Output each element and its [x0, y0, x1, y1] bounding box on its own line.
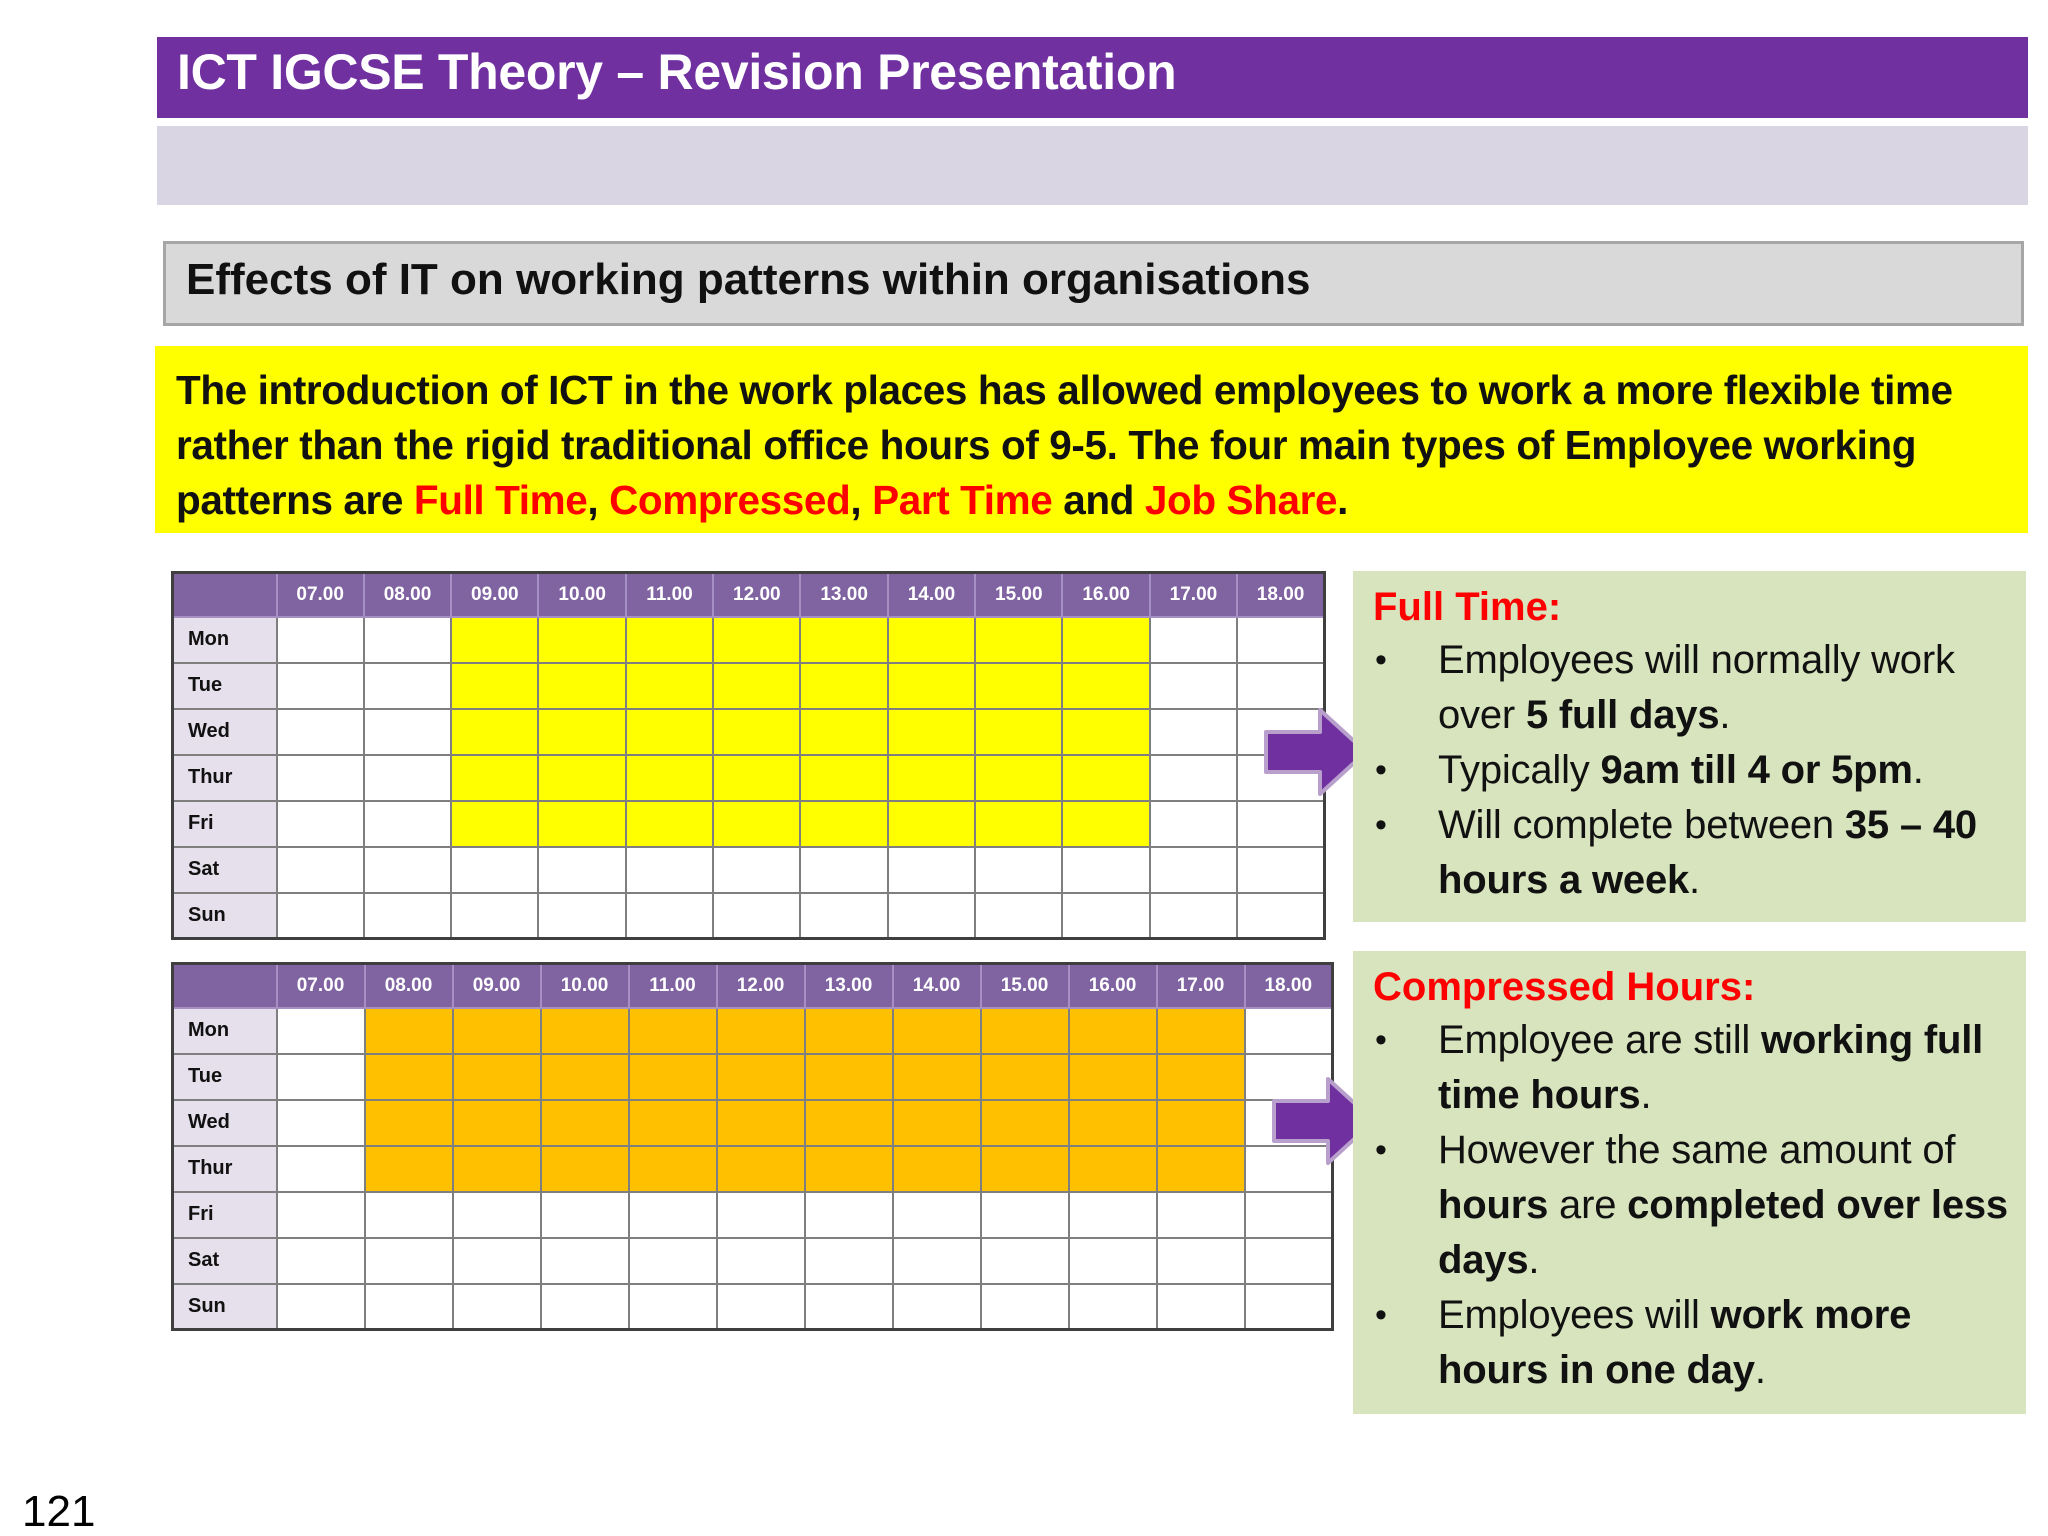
subtitle-band [157, 126, 2028, 205]
timetable-cell [805, 1284, 893, 1330]
timetable-row [173, 663, 1325, 709]
hour-column-header: 08.00 [364, 573, 451, 617]
timetable-cell [888, 893, 975, 939]
worked-hour-cell [451, 617, 538, 663]
compressed-hours-heading: Compressed Hours: [1373, 965, 1756, 1009]
timetable-cell [893, 1284, 981, 1330]
hour-column-header: 11.00 [629, 964, 717, 1008]
timetable-cell [277, 663, 364, 709]
timetable-cell [981, 1284, 1069, 1330]
page-number: 121 [22, 1487, 96, 1536]
day-row-label: Sun [173, 893, 277, 939]
worked-hour-cell [981, 1100, 1069, 1146]
worked-hour-cell [1062, 617, 1149, 663]
worked-hour-cell [888, 755, 975, 801]
worked-hour-cell [365, 1146, 453, 1192]
timetable-cell [975, 893, 1062, 939]
worked-hour-cell [1062, 755, 1149, 801]
hour-column-header: 08.00 [365, 964, 453, 1008]
day-row-label: Mon [173, 617, 277, 663]
hour-column-header: 17.00 [1157, 964, 1245, 1008]
day-row-label: Fri [173, 1192, 277, 1238]
bullet-icon: • [1375, 1021, 1387, 1059]
timetable-cell [629, 1284, 717, 1330]
bullet-emphasis: 35 – 40 hours a week [1438, 803, 1977, 902]
worked-hour-cell [975, 617, 1062, 663]
worked-hour-cell [453, 1100, 541, 1146]
pattern-job-share: Job Share [1144, 477, 1338, 523]
hour-column-header: 10.00 [541, 964, 629, 1008]
list-item [1373, 1288, 2026, 1398]
timetable-cell [626, 893, 713, 939]
timetable-cell [451, 893, 538, 939]
hour-column-header: 10.00 [538, 573, 625, 617]
bullet-emphasis: working full time hours [1438, 1018, 1984, 1117]
worked-hour-cell [365, 1054, 453, 1100]
bullet-emphasis: 9am till 4 or 5pm [1600, 748, 1913, 792]
intro-separator: , [850, 477, 873, 523]
day-row-label: Sat [173, 1238, 277, 1284]
timetable-cell [717, 1284, 805, 1330]
bullet-text: Employees will normally work over [1438, 638, 1955, 737]
worked-hour-cell [538, 617, 625, 663]
worked-hour-cell [451, 663, 538, 709]
timetable-cell [800, 847, 887, 893]
worked-hour-cell [1069, 1146, 1157, 1192]
timetable-cell [277, 755, 364, 801]
worked-hour-cell [893, 1100, 981, 1146]
timetable-cell [888, 847, 975, 893]
timetable-cell [1069, 1238, 1157, 1284]
full-time-timetable [171, 571, 1326, 940]
hour-column-header: 12.00 [717, 964, 805, 1008]
full-time-info-box [1353, 571, 2026, 922]
day-row-label: Sun [173, 1284, 277, 1330]
hour-column-header: 09.00 [453, 964, 541, 1008]
worked-hour-cell [975, 663, 1062, 709]
worked-hour-cell [888, 709, 975, 755]
bullet-text: . [1754, 1348, 1766, 1392]
timetable-cell [277, 617, 364, 663]
bullet-emphasis: 5 full days [1525, 693, 1720, 737]
list-item [1373, 798, 2026, 908]
worked-hour-cell [975, 801, 1062, 847]
worked-hour-cell [629, 1146, 717, 1192]
pattern-compressed: Compressed [609, 477, 851, 523]
worked-hour-cell [888, 617, 975, 663]
timetable-cell [1062, 893, 1149, 939]
timetable-row [173, 709, 1325, 755]
timetable-cell [1237, 663, 1324, 709]
worked-hour-cell [629, 1100, 717, 1146]
timetable-cell [975, 847, 1062, 893]
worked-hour-cell [888, 663, 975, 709]
timetable-cell [277, 1284, 365, 1330]
worked-hour-cell [1157, 1100, 1245, 1146]
timetable-row [173, 847, 1325, 893]
hour-column-header: 13.00 [805, 964, 893, 1008]
timetable-cell [713, 893, 800, 939]
worked-hour-cell [626, 617, 713, 663]
timetable-cell [451, 847, 538, 893]
hour-column-header: 07.00 [277, 573, 364, 617]
timetable-row [173, 617, 1325, 663]
compressed-hours-info-box [1353, 951, 2026, 1414]
timetable-cell [1150, 755, 1237, 801]
hour-column-header: 14.00 [893, 964, 981, 1008]
worked-hour-cell [451, 755, 538, 801]
worked-hour-cell [893, 1008, 981, 1054]
timetable-cell [364, 755, 451, 801]
intro-separator: and [1052, 477, 1145, 523]
worked-hour-cell [713, 801, 800, 847]
worked-hour-cell [800, 801, 887, 847]
bullet-icon: • [1375, 641, 1387, 679]
worked-hour-cell [629, 1008, 717, 1054]
list-item [1373, 1013, 2026, 1123]
worked-hour-cell [717, 1054, 805, 1100]
bullet-text: are [1548, 1183, 1628, 1227]
worked-hour-cell [981, 1146, 1069, 1192]
worked-hour-cell [629, 1054, 717, 1100]
timetable-cell [629, 1192, 717, 1238]
timetable-cell [800, 893, 887, 939]
full-time-bullets [1373, 633, 2026, 908]
worked-hour-cell [800, 663, 887, 709]
timetable-row [173, 755, 1325, 801]
timetable-cell [365, 1238, 453, 1284]
timetable-cell [1157, 1238, 1245, 1284]
timetable-row [173, 1284, 1333, 1330]
timetable-row [173, 893, 1325, 939]
timetable-row [173, 1008, 1333, 1054]
section-title: Effects of IT on working patterns within organisations [163, 241, 2024, 326]
worked-hour-cell [1069, 1100, 1157, 1146]
bullet-icon: • [1375, 1296, 1387, 1334]
worked-hour-cell [800, 755, 887, 801]
timetable-cell [365, 1192, 453, 1238]
worked-hour-cell [1069, 1008, 1157, 1054]
worked-hour-cell [453, 1146, 541, 1192]
day-row-label: Thur [173, 755, 277, 801]
timetable-cell [1157, 1192, 1245, 1238]
intro-text: The introduction of ICT in the work places has allowed employees to work a more flexible time rather than the rigid traditional office hours of 9-5. The four main types of Employee working patterns are [176, 367, 1953, 523]
timetable-cell [1245, 1192, 1333, 1238]
hour-column-header: 15.00 [981, 964, 1069, 1008]
timetable-cell [541, 1284, 629, 1330]
worked-hour-cell [975, 755, 1062, 801]
timetable-cell [538, 847, 625, 893]
worked-hour-cell [538, 755, 625, 801]
worked-hour-cell [717, 1146, 805, 1192]
timetable-cell [277, 709, 364, 755]
timetable-cell [538, 893, 625, 939]
timetable-cell [1150, 709, 1237, 755]
bullet-text: . [1719, 693, 1731, 737]
worked-hour-cell [1157, 1008, 1245, 1054]
timetable-cell [1237, 847, 1324, 893]
day-row-label: Thur [173, 1146, 277, 1192]
timetable-cell [626, 847, 713, 893]
timetable-cell [1245, 1238, 1333, 1284]
worked-hour-cell [1069, 1054, 1157, 1100]
day-row-label: Tue [173, 1054, 277, 1100]
intro-separator: , [587, 477, 610, 523]
hour-column-header: 12.00 [713, 573, 800, 617]
timetable-row [173, 1054, 1333, 1100]
bullet-text: . [1912, 748, 1924, 792]
timetable-cell [1150, 801, 1237, 847]
day-row-label: Mon [173, 1008, 277, 1054]
bullet-text: . [1528, 1238, 1540, 1282]
worked-hour-cell [453, 1008, 541, 1054]
bullet-icon: • [1375, 751, 1387, 789]
bullet-text: Employee are still [1438, 1018, 1761, 1062]
timetable-cell [277, 893, 364, 939]
hour-column-header: 11.00 [626, 573, 713, 617]
worked-hour-cell [713, 755, 800, 801]
bullet-text: Employees will [1438, 1293, 1711, 1337]
timetable-cell [1069, 1284, 1157, 1330]
bullet-text: . [1640, 1073, 1652, 1117]
timetable-cell [893, 1192, 981, 1238]
bullet-icon: • [1375, 806, 1387, 844]
hour-column-header: 07.00 [277, 964, 365, 1008]
intro-end: . [1337, 477, 1348, 523]
worked-hour-cell [713, 617, 800, 663]
timetable-row [173, 801, 1325, 847]
timetable-cell [805, 1192, 893, 1238]
timetable-cell [277, 1100, 365, 1146]
worked-hour-cell [626, 755, 713, 801]
worked-hour-cell [541, 1008, 629, 1054]
timetable-row [173, 1238, 1333, 1284]
worked-hour-cell [888, 801, 975, 847]
hour-column-header: 15.00 [975, 573, 1062, 617]
timetable-cell [805, 1238, 893, 1284]
timetable-cell [453, 1284, 541, 1330]
timetable-cell [1150, 893, 1237, 939]
worked-hour-cell [800, 617, 887, 663]
timetable-row [173, 1192, 1333, 1238]
bullet-text: Will complete between [1438, 803, 1845, 847]
hour-column-header: 16.00 [1069, 964, 1157, 1008]
hour-column-header: 09.00 [451, 573, 538, 617]
worked-hour-cell [1157, 1146, 1245, 1192]
hour-column-header: 18.00 [1237, 573, 1324, 617]
timetable-header-row [173, 964, 1333, 1008]
timetable-cell [981, 1238, 1069, 1284]
day-row-label: Sat [173, 847, 277, 893]
worked-hour-cell [365, 1100, 453, 1146]
worked-hour-cell [538, 663, 625, 709]
list-item [1373, 743, 2026, 798]
timetable-corner [173, 964, 277, 1008]
worked-hour-cell [975, 709, 1062, 755]
compressed-hours-bullets [1373, 1013, 2026, 1398]
timetable-cell [541, 1238, 629, 1284]
timetable-cell [713, 847, 800, 893]
timetable-cell [1150, 847, 1237, 893]
worked-hour-cell [538, 709, 625, 755]
worked-hour-cell [1062, 663, 1149, 709]
timetable-header-row [173, 573, 1325, 617]
worked-hour-cell [451, 709, 538, 755]
timetable-cell [893, 1238, 981, 1284]
presentation-title: ICT IGCSE Theory – Revision Presentation [157, 37, 2028, 118]
timetable-cell [1150, 617, 1237, 663]
worked-hour-cell [541, 1100, 629, 1146]
bullet-text: Typically [1438, 748, 1601, 792]
pattern-part-time: Part Time [872, 477, 1053, 523]
worked-hour-cell [981, 1054, 1069, 1100]
worked-hour-cell [1062, 709, 1149, 755]
timetable-cell [277, 801, 364, 847]
timetable-cell [364, 893, 451, 939]
day-row-label: Fri [173, 801, 277, 847]
worked-hour-cell [981, 1008, 1069, 1054]
worked-hour-cell [365, 1008, 453, 1054]
compressed-hours-timetable [171, 962, 1334, 1331]
timetable-cell [364, 709, 451, 755]
worked-hour-cell [626, 663, 713, 709]
timetable-corner [173, 573, 277, 617]
timetable-cell [1237, 801, 1324, 847]
timetable-cell [1150, 663, 1237, 709]
list-item [1373, 1123, 2026, 1288]
timetable-cell [365, 1284, 453, 1330]
worked-hour-cell [713, 663, 800, 709]
worked-hour-cell [800, 709, 887, 755]
timetable-cell [629, 1238, 717, 1284]
timetable-cell [1069, 1192, 1157, 1238]
worked-hour-cell [453, 1054, 541, 1100]
timetable-cell [364, 847, 451, 893]
timetable-cell [1237, 617, 1324, 663]
timetable-cell [364, 617, 451, 663]
worked-hour-cell [893, 1054, 981, 1100]
bullet-icon: • [1375, 1131, 1387, 1169]
timetable-cell [364, 663, 451, 709]
worked-hour-cell [805, 1008, 893, 1054]
timetable-cell [1062, 847, 1149, 893]
full-time-heading: Full Time: [1373, 585, 1562, 629]
timetable-cell [1245, 1008, 1333, 1054]
bullet-emphasis: hours [1438, 1183, 1549, 1227]
timetable-cell [453, 1238, 541, 1284]
worked-hour-cell [1062, 801, 1149, 847]
worked-hour-cell [717, 1008, 805, 1054]
timetable-cell [1157, 1284, 1245, 1330]
timetable-cell [1237, 893, 1324, 939]
timetable-cell [277, 1146, 365, 1192]
hour-column-header: 17.00 [1150, 573, 1237, 617]
worked-hour-cell [805, 1100, 893, 1146]
timetable-cell [277, 1192, 365, 1238]
worked-hour-cell [626, 801, 713, 847]
worked-hour-cell [893, 1146, 981, 1192]
timetable-row [173, 1100, 1333, 1146]
worked-hour-cell [805, 1146, 893, 1192]
timetable-cell [364, 801, 451, 847]
worked-hour-cell [538, 801, 625, 847]
worked-hour-cell [541, 1054, 629, 1100]
bullet-emphasis: work more hours in one day [1438, 1293, 1912, 1392]
timetable-cell [717, 1238, 805, 1284]
bullet-emphasis: completed over less days [1438, 1183, 2008, 1282]
timetable-cell [1245, 1284, 1333, 1330]
worked-hour-cell [451, 801, 538, 847]
timetable-cell [981, 1192, 1069, 1238]
timetable-cell [277, 1008, 365, 1054]
timetable-cell [277, 1054, 365, 1100]
timetable-cell [277, 847, 364, 893]
day-row-label: Tue [173, 663, 277, 709]
worked-hour-cell [805, 1054, 893, 1100]
bullet-text: . [1689, 858, 1700, 902]
hour-column-header: 18.00 [1245, 964, 1333, 1008]
timetable-cell [717, 1192, 805, 1238]
worked-hour-cell [541, 1146, 629, 1192]
worked-hour-cell [1157, 1054, 1245, 1100]
timetable-cell [541, 1192, 629, 1238]
day-row-label: Wed [173, 709, 277, 755]
list-item [1373, 633, 2026, 743]
hour-column-header: 16.00 [1062, 573, 1149, 617]
hour-column-header: 13.00 [800, 573, 887, 617]
bullet-text: However the same amount of [1438, 1128, 1956, 1172]
worked-hour-cell [626, 709, 713, 755]
timetable-cell [453, 1192, 541, 1238]
pattern-full-time: Full Time [413, 477, 588, 523]
worked-hour-cell [717, 1100, 805, 1146]
timetable-row [173, 1146, 1333, 1192]
intro-paragraph [155, 346, 2028, 533]
hour-column-header: 14.00 [888, 573, 975, 617]
timetable-cell [277, 1238, 365, 1284]
day-row-label: Wed [173, 1100, 277, 1146]
worked-hour-cell [713, 709, 800, 755]
